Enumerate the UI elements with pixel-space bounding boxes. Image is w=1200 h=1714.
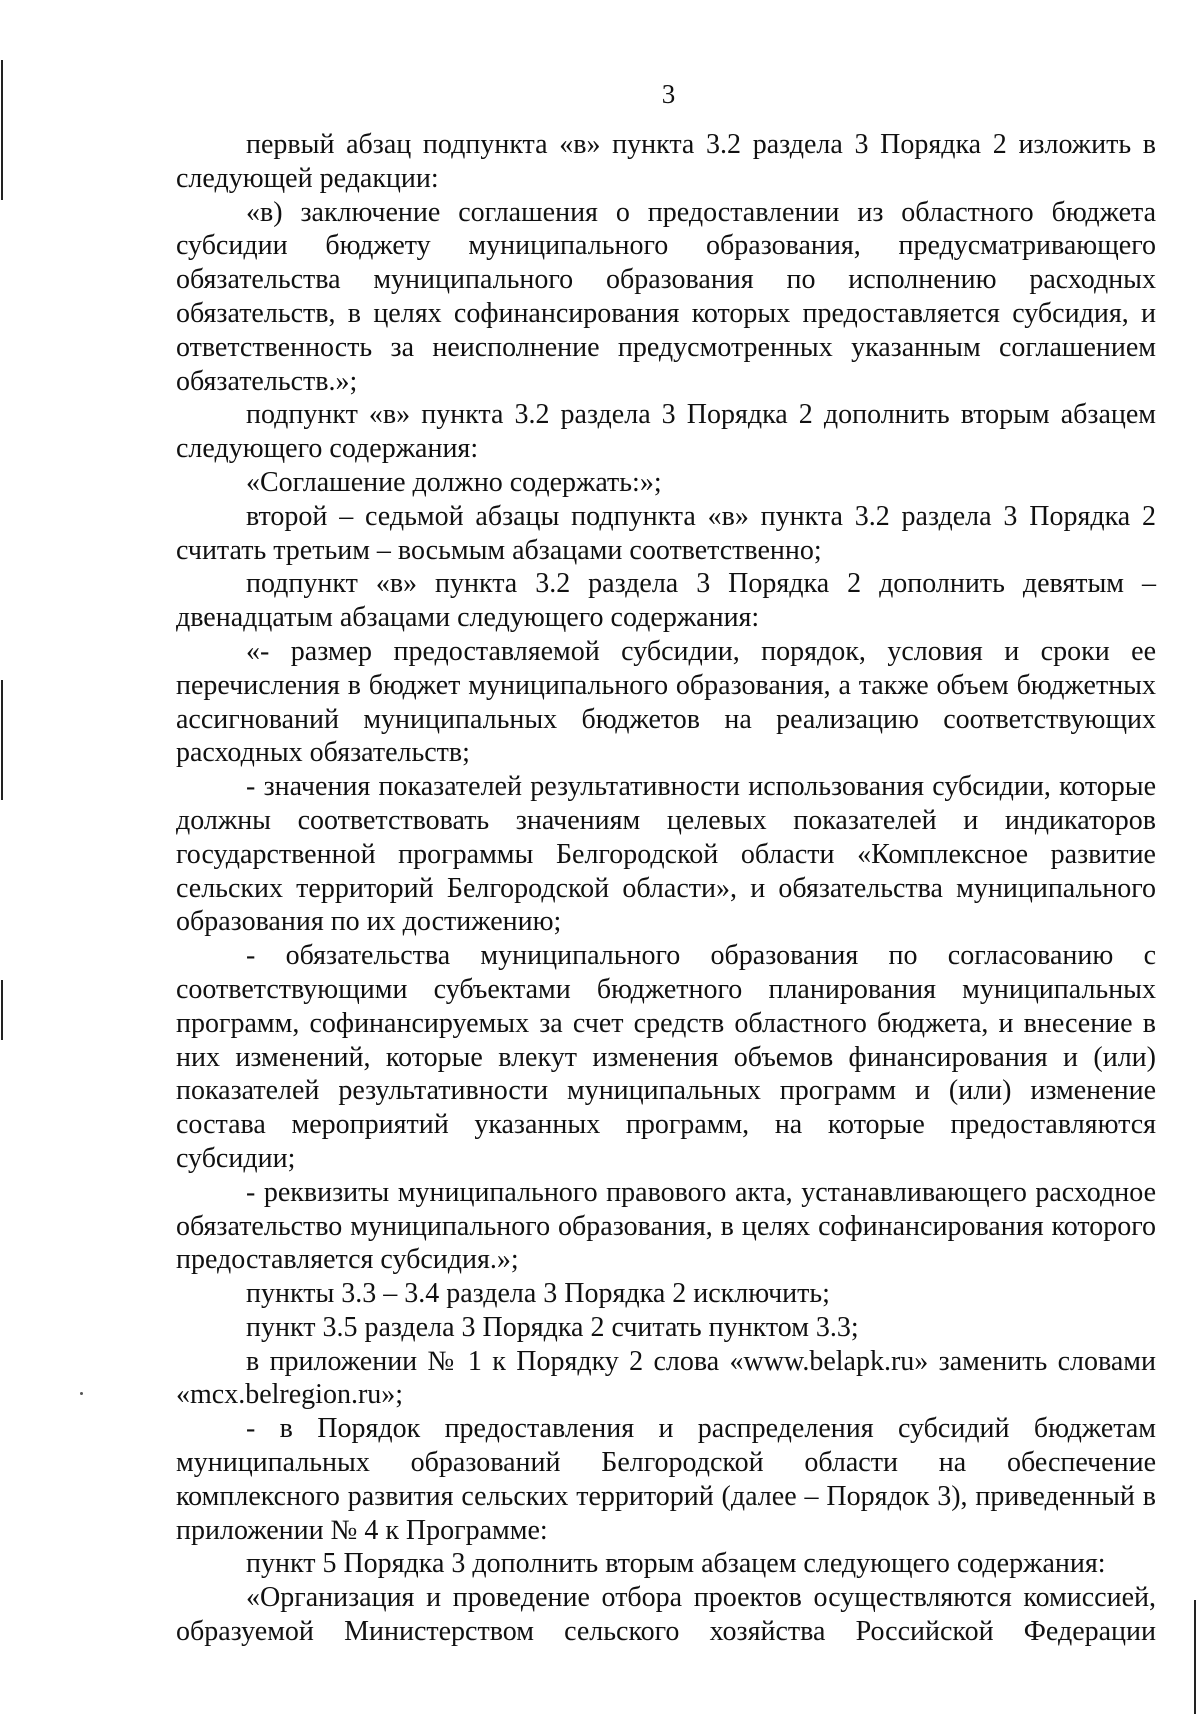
- paragraph: - в Порядок предоставления и распределения субсидий бюджетам муниципальных образований Белгородской области на обеспечение комплексного развития сельских территорий (далее – Порядок 3), приведенный в приложении № 4 к Программе:: [176, 1413, 1156, 1546]
- scan-edge-mark: [1194, 1600, 1196, 1714]
- paragraph: второй – седьмой абзацы подпункта «в» пункта 3.2 раздела 3 Порядка 2 считать третьим – восьмым абзацами соответственно;: [176, 500, 1156, 566]
- scan-edge-mark: [1, 680, 3, 800]
- paragraph: «- размер предоставляемой субсидии, порядок, условия и сроки ее перечисления в бюджет муниципального образования, а также объем бюджетных ассигнований муниципальных бюджетов на реализацию соответствующих расходных обязательств;: [176, 635, 1156, 769]
- page-number: 3: [661, 79, 676, 109]
- paragraph: - реквизиты муниципального правового акта, устанавливающего расходное обязательство муниципального образования, в целях софинансирования которого предоставляется субсидия.»;: [176, 1176, 1156, 1276]
- paragraph: подпункт «в» пункта 3.2 раздела 3 Порядка 2 дополнить вторым абзацем следующего содержания:: [176, 399, 1156, 465]
- paragraph: пункт 3.5 раздела 3 Порядка 2 считать пунктом 3.3;: [246, 1311, 859, 1343]
- paragraph: - значения показателей результативности использования субсидии, которые должны соответствовать значениям целевых показателей и индикаторов государственной программы Белгородской области «Комплексное развитие сельских территорий Белгородской области», и обязательства муниципального образования по их достижению;: [176, 771, 1156, 938]
- paragraph: «в) заключение соглашения о предоставлении из областного бюджета субсидии бюджету муниципального образования, предусматривающего обязательства муниципального образования по исполнению расходных обязательств, в целях софинансирования которых предоставляется субсидия, и ответственность за неисполнение предусмотренных указанным соглашением обязательств.»;: [176, 196, 1156, 397]
- paragraph: «Соглашение должно содержать:»;: [246, 466, 662, 498]
- scan-speck: [80, 1392, 83, 1395]
- paragraph: «Организация и проведение отбора проектов осуществляются комиссией, образуемой Министерством сельского хозяйства Российской Федерации: [176, 1582, 1156, 1648]
- scan-edge-mark: [1, 980, 3, 1040]
- paragraph: подпункт «в» пункта 3.2 раздела 3 Порядка 2 дополнить девятым – двенадцатым абзацами следующего содержания:: [176, 568, 1156, 634]
- paragraph: пункты 3.3 – 3.4 раздела 3 Порядка 2 исключить;: [246, 1278, 830, 1310]
- document-body: [176, 128, 1156, 1649]
- paragraph: пункт 5 Порядка 3 дополнить вторым абзацем следующего содержания:: [246, 1548, 1106, 1580]
- paragraph: первый абзац подпункта «в» пункта 3.2 раздела 3 Порядка 2 изложить в следующей редакции:: [176, 129, 1156, 194]
- paragraph: в приложении № 1 к Порядку 2 слова «www.belapk.ru» заменить словами «mcx.belregion.ru»;: [176, 1345, 1156, 1411]
- paragraph: - обязательства муниципального образования по согласованию с соответствующими субъектами бюджетного планирования муниципальных программ, софинансируемых за счет средств областного бюджета, и внесение в них изменений, которые влекут изменения объемов финансирования и (или) показателей результативности муниципальных программ и (или) изменение состава мероприятий указанных программ, на которые предоставляются субсидии;: [176, 940, 1156, 1174]
